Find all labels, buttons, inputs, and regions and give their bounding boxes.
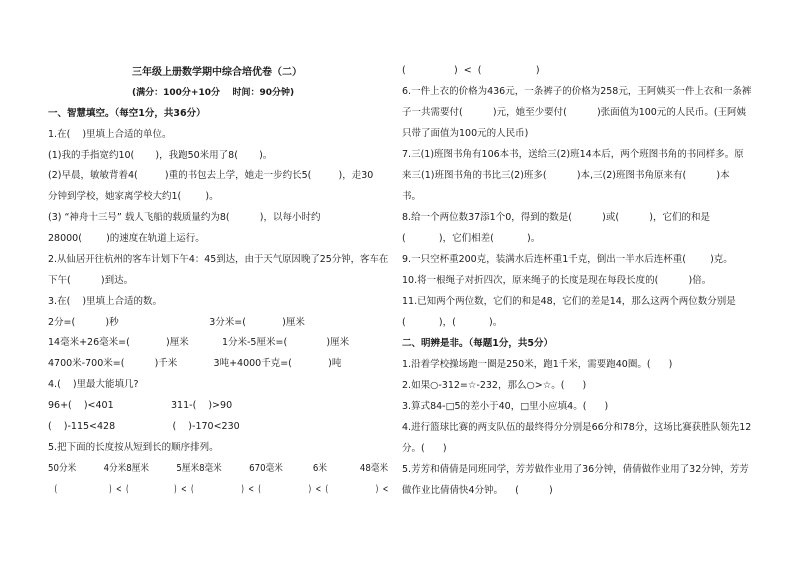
right-question-line: 4.进行篮球比赛的两支队伍的最终得分分别是66分和78分，这场比赛获胜队领先12	[402, 422, 752, 433]
right-question-line: 1.沿着学校操场跑一圈是250米，跑1千米，需要跑40圈。( )	[402, 359, 673, 370]
left-question-line: (1)我的手指宽约10( )，我跑50米用了8( )。	[48, 150, 273, 161]
left-question-line: 2.从仙居开往杭州的客车计划下午4：45到达，由于天气原因晚了25分钟，客车在	[48, 254, 389, 265]
right-question-line: 7.三(1)班图书角有106本书，送给三(2)班14本后，两个班图书角的书同样多。原	[402, 149, 744, 160]
right-question-line: ( ) < ( )	[402, 65, 540, 76]
right-question-line: 书。	[402, 191, 422, 202]
right-question-line: 6.一件上衣的价格为436元，一条裤子的价格为258元，王阿姨买一件上衣和一条裤	[402, 86, 752, 97]
right-question-line: 11.已知两个两位数，它们的和是48，它们的差是14，那么这两个两位数分别是	[402, 296, 736, 307]
left-question-line: 下午( )到达。	[48, 275, 134, 286]
right-question-line: 分。( )	[402, 443, 447, 454]
right-question-line: 来三(1)班图书角的书比三(2)班多( )本,三(2)班图书角原来有( )本	[402, 170, 730, 181]
left-question-line: 分钟到学校，她家离学校大约1( )。	[48, 191, 219, 202]
left-question-line: 50分米 4分米8厘米 5厘米8毫米 670毫米 6米 48毫米	[48, 463, 389, 474]
right-question-line: 做作业比倩倩快4分钟。 ( )	[402, 485, 553, 496]
right-question-line: ( )，它们相差( )。	[402, 233, 541, 244]
left-question-line: 28000( )的速度在轨道上运行。	[48, 233, 205, 244]
left-question-line: ( )-115<428 ( )-170<230	[48, 421, 240, 432]
right-question-line: 10.将一根绳子对折四次，原来绳子的长度是现在每段长度的( )倍。	[402, 275, 712, 286]
left-question-line: 14毫米+26毫米=( )厘米 1分米-5厘米=( )厘米	[48, 337, 350, 348]
right-question-line: 5.芳芳和倩倩是同班同学，芳芳做作业用了36分钟，倩倩做作业用了32分钟，芳芳	[402, 464, 749, 475]
left-question-line: 4700米-700米=( )千米 3吨+4000千克=( )吨	[48, 358, 342, 369]
left-question-line: 5.把下面的长度按从短到长的顺序排列。	[48, 442, 219, 453]
left-question-line: 96+( )<401 311-( )>90	[48, 400, 233, 411]
left-question-line: (3) “神舟十三号” 载人飞船的载质量约为8( )，以每小时约	[48, 212, 321, 223]
left-question-line: 4.( )里最大能填几?	[48, 379, 139, 390]
page-title: 三年级上册数学期中综合培优卷（二）	[132, 67, 302, 78]
right-question-line: 9.一只空杯重200克，装满水后连杯重1千克，倒出一半水后连杯重( )克。	[402, 254, 733, 265]
right-question-line: 二、明辨是非。（每题1分，共5分）	[402, 338, 553, 349]
left-question-line: 3.在( )里填上合适的数。	[48, 296, 163, 307]
left-question-line: ( ) < ( ) < ( ) < ( ) < ( ) <	[48, 484, 389, 495]
right-question-line: ( )，( )。	[402, 317, 503, 328]
left-question-line: 1.在( )里填上合适的单位。	[48, 129, 172, 140]
page-subtitle: (满分：100分+10分 时间：90分钟)	[132, 88, 295, 98]
left-question-line: 2分=( )秒 3分米=( )厘米	[48, 317, 305, 328]
right-question-line: 子一共需要付( )元，她至少要付( )张面值为100元的人民币。(王阿姨	[402, 107, 747, 118]
left-question-line: (2)早晨，敏敏背着4( )重的书包去上学，她走一步约长5( )，走30	[48, 170, 374, 181]
right-question-line: 3.算式84-□5的差小于40，□里小应填4。( )	[402, 401, 609, 412]
right-question-line: 2.如果○-312=☆-232，那么○>☆。( )	[402, 380, 587, 391]
left-question-line: 一、智慧填空。（每空1分，共36分）	[48, 108, 206, 119]
right-question-line: 8.给一个两位数37添1个0，得到的数是( )或( )，它们的和是	[402, 212, 710, 223]
right-question-line: 只带了面值为100元的人民币)	[402, 128, 529, 139]
